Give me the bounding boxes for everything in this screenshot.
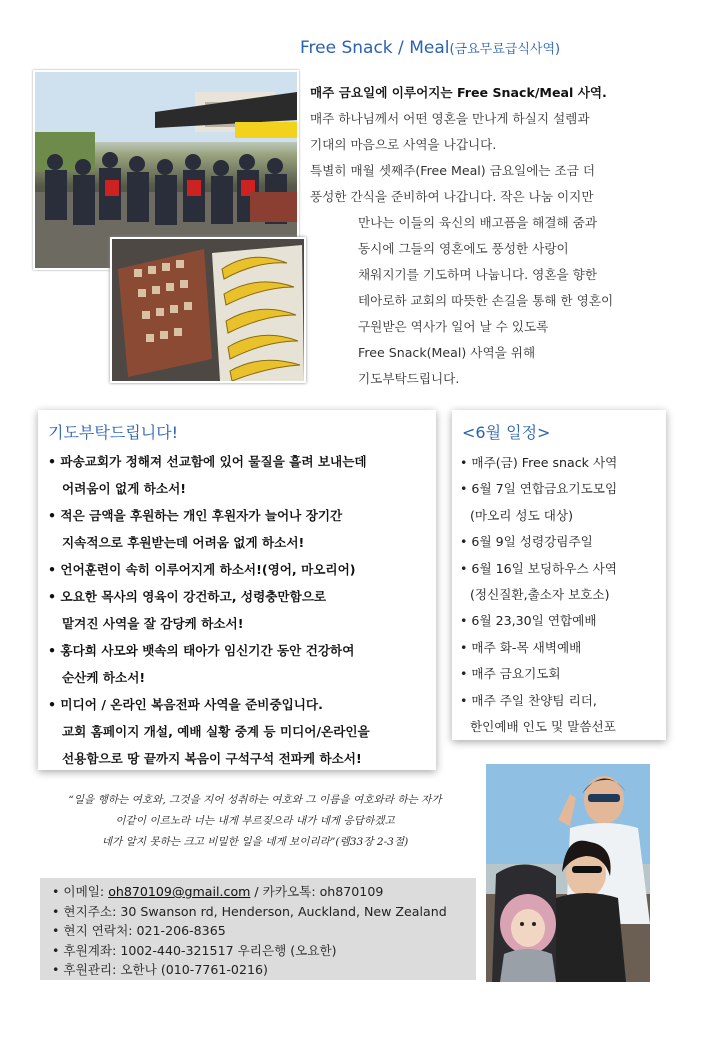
prayer-item: 맡겨진 사역을 잘 감당케 하소서! [62,616,244,631]
kakao-id: / 카카오톡: oh870109 [250,884,384,899]
page-title [300,38,560,58]
intro-line: 채워지기를 기도하며 나눕니다. 영혼을 향한 [358,267,597,282]
family-photo [486,764,650,982]
quote-line: 이같이 이르노라 너는 내게 부르짖으라 내가 네게 응답하겠고 [115,815,395,827]
scripture-quote [40,790,470,853]
title-main: Free Snack / Meal [300,38,450,58]
prayer-item: 어려움이 없게 하소서! [62,481,187,496]
contact-info-box [40,878,476,980]
schedule-item: (정신질환,출소자 보호소) [470,587,610,603]
contact-account: • 후원계좌: 1002-440-321517 우리은행 (오요한) [52,942,337,958]
intro-text [310,80,613,392]
prayer-item: • 파송교회가 정해져 선교함에 있어 물질을 흘려 보내는데 [48,454,367,469]
intro-line: 테아로하 교회의 따뜻한 손길을 통해 한 영혼이 [358,293,614,308]
intro-line: 기도부탁드립니다. [358,371,460,386]
prayer-item: 교회 홈페이지 개설, 예배 실황 중계 등 미디어/온라인을 [62,724,370,739]
schedule-item: • 매주(금) Free snack 사역 [460,455,618,470]
prayer-item: • 홍다희 사모와 뱃속의 태아가 임신기간 동안 건강하여 [48,643,355,658]
prayer-list [48,448,370,772]
intro-line: 구원받은 역사가 일어 날 수 있도록 [358,319,549,334]
schedule-item: 한인예배 인도 및 말씀선포 [470,719,616,735]
schedule-item: • 매주 주일 찬양팀 리더, [460,692,597,708]
prayer-item: • 오요한 목사의 영육이 강건하고, 성령충만함으로 [48,589,327,604]
schedule-item: • 매주 금요기도회 [460,666,561,682]
intro-line: 만나는 이들의 육신의 배고픔을 해결해 줌과 [358,215,597,230]
contact-address: • 현지주소: 30 Swanson rd, Henderson, Auckland, New Zealand [52,903,447,919]
prayer-item: • 적은 금액을 후원하는 개인 후원자가 늘어나 장기간 [48,508,343,523]
schedule-heading: <6월 일정> [462,423,551,442]
quote-line: “일을 행하는 여호와, 그것을 지어 성취하는 여호와 그 이름을 여호와라 하는 자가 [68,794,442,806]
schedule-item: • 6월 7일 연합금요기도모임 [460,481,618,497]
prayer-item: 지속적으로 후원받는데 어려움 없게 하소서! [62,535,305,550]
contact-email-row [52,882,447,902]
prayer-item: 순산케 하소서! [62,670,146,685]
contact-manager: • 후원관리: 오한나 (010-7761-0216) [52,962,268,977]
prayer-item: 선용함으로 땅 끝까지 복음이 구석구석 전파케 하소서! [62,751,362,766]
email-label: • 이메일: [52,884,109,899]
schedule-item: • 6월 9일 성령강림주일 [460,534,593,550]
schedule-item: • 6월 23,30일 연합예배 [460,613,597,629]
schedule-list [460,450,617,740]
food-trays-photo [110,237,306,383]
prayer-item: • 미디어 / 온라인 복음전파 사역을 준비중입니다. [48,697,323,712]
intro-line: 동시에 그들의 영혼에도 풍성한 사랑이 [358,241,569,256]
family-illustration [486,764,650,982]
prayer-request-box [38,410,436,770]
intro-line: 특별히 매월 셋째주(Free Meal) 금요일에는 조금 더 [310,163,596,178]
schedule-item: • 6월 16일 보딩하우스 사역 [460,560,617,576]
intro-line: Free Snack(Meal) 사역을 위해 [358,345,536,360]
intro-line: 풍성한 간식을 준비하여 나갑니다. 작은 나눔 이지만 [310,189,594,204]
prayer-heading: 기도부탁드립니다! [48,423,179,442]
email-link[interactable]: oh870109@gmail.com [108,884,251,899]
quote-line: 네가 알지 못하는 크고 비밀한 일을 네게 보이리라”(렘33장 2-3절) [101,836,409,848]
prayer-item: • 언어훈련이 속히 이루어지게 하소서!(영어, 마오리어) [48,562,356,577]
intro-headline: 매주 금요일에 이루어지는 Free Snack/Meal 사역. [310,85,607,100]
contact-list [52,882,447,980]
title-sub: (금요무료급식사역) [449,42,561,57]
food-illustration [112,239,304,381]
intro-line: 기대의 마음으로 사역을 나갑니다. [310,137,497,152]
schedule-item: • 매주 화-목 새벽예배 [460,639,582,655]
schedule-item: (마오리 성도 대상) [470,507,573,523]
contact-phone: • 현지 연락처: 021-206-8365 [52,923,226,938]
schedule-box [452,410,666,740]
intro-line: 매주 하나님께서 어떤 영혼을 만나게 하실지 설렘과 [310,111,590,126]
